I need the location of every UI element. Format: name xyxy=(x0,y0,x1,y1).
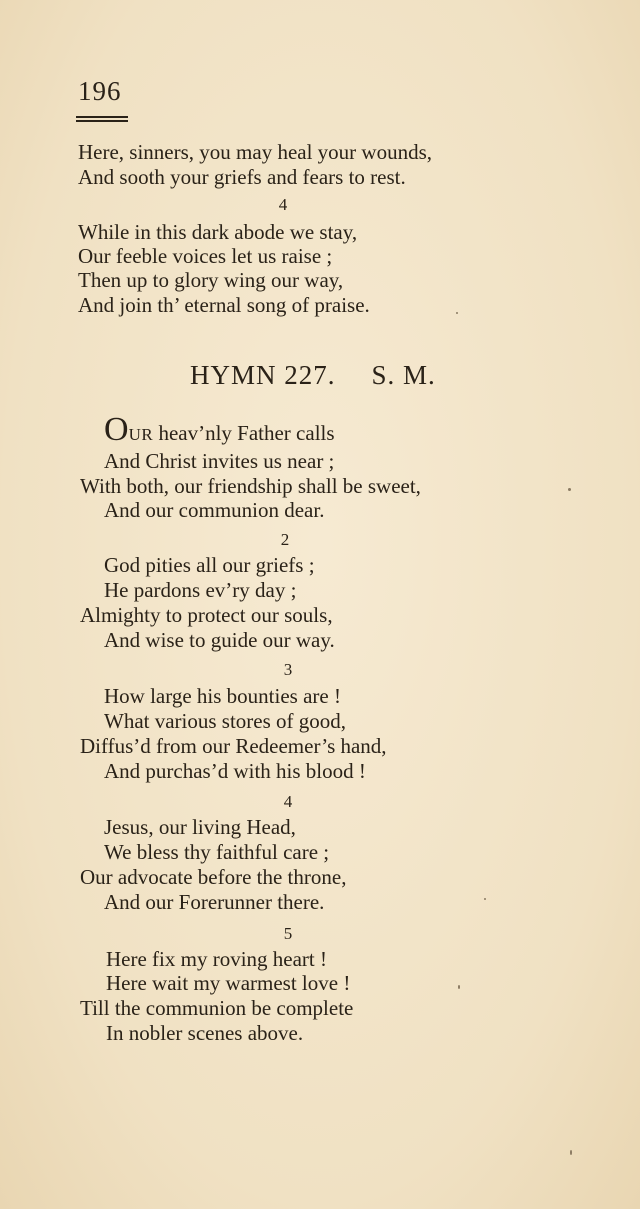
verse-line: What various stores of good, xyxy=(104,709,347,733)
verse-line: We bless thy faithful care ; xyxy=(104,840,330,864)
verse-line: How large his bounties are ! xyxy=(104,684,341,708)
verse-line: And join th’ eternal song of praise. xyxy=(78,293,370,317)
paper-speck xyxy=(484,898,486,900)
verse-line: And purchas’d with his blood ! xyxy=(104,759,366,783)
verse-line: He pardons ev’ry day ; xyxy=(104,578,297,602)
stanza-number: 4 xyxy=(278,195,288,214)
verse-line: Almighty to protect our souls, xyxy=(80,603,333,627)
verse-line: And Christ invites us near ; xyxy=(104,449,335,473)
verse-line: Diffus’d from our Redeemer’s hand, xyxy=(80,734,387,758)
verse-line: And sooth your griefs and fears to rest. xyxy=(78,165,406,189)
hymn-title xyxy=(190,360,436,391)
first-line-text: heav’nly Father calls xyxy=(153,421,335,445)
verse-line: Our advocate before the throne, xyxy=(80,865,347,889)
stanza-number: 4 xyxy=(283,792,293,811)
stanza-number: 5 xyxy=(283,924,293,943)
verse-line: Here fix my roving heart ! xyxy=(106,947,328,971)
verse-line: And our communion dear. xyxy=(104,498,325,522)
hymn-number: HYMN 227. xyxy=(190,360,336,390)
verse-line-first xyxy=(104,411,335,448)
hymn-meter: S. M. xyxy=(371,360,436,390)
stanza-number: 2 xyxy=(280,530,290,549)
verse-line: And our Forerunner there. xyxy=(104,890,325,914)
paper-speck xyxy=(570,1150,572,1155)
drop-cap: O xyxy=(104,411,129,448)
verse-line: Here wait my warmest love ! xyxy=(106,971,351,995)
verse-line: God pities all our griefs ; xyxy=(104,553,315,577)
paper-speck xyxy=(458,985,460,989)
header-double-rule xyxy=(76,116,128,126)
verse-line: Our feeble voices let us raise ; xyxy=(78,244,333,268)
verse-line: With both, our friendship shall be sweet, xyxy=(80,474,421,498)
verse-line: And wise to guide our way. xyxy=(104,628,335,652)
paper-speck xyxy=(456,312,458,314)
small-caps: UR xyxy=(128,425,154,444)
verse-line: Then up to glory wing our way, xyxy=(78,268,344,292)
verse-line: In nobler scenes above. xyxy=(106,1021,304,1045)
paper-speck xyxy=(568,488,571,491)
verse-line: Here, sinners, you may heal your wounds, xyxy=(78,140,433,164)
verse-line: While in this dark abode we stay, xyxy=(78,220,358,244)
page-number: 196 xyxy=(78,76,122,106)
stanza-number: 3 xyxy=(283,660,293,679)
verse-line: Till the communion be complete xyxy=(80,996,354,1020)
verse-line: Jesus, our living Head, xyxy=(104,815,296,839)
